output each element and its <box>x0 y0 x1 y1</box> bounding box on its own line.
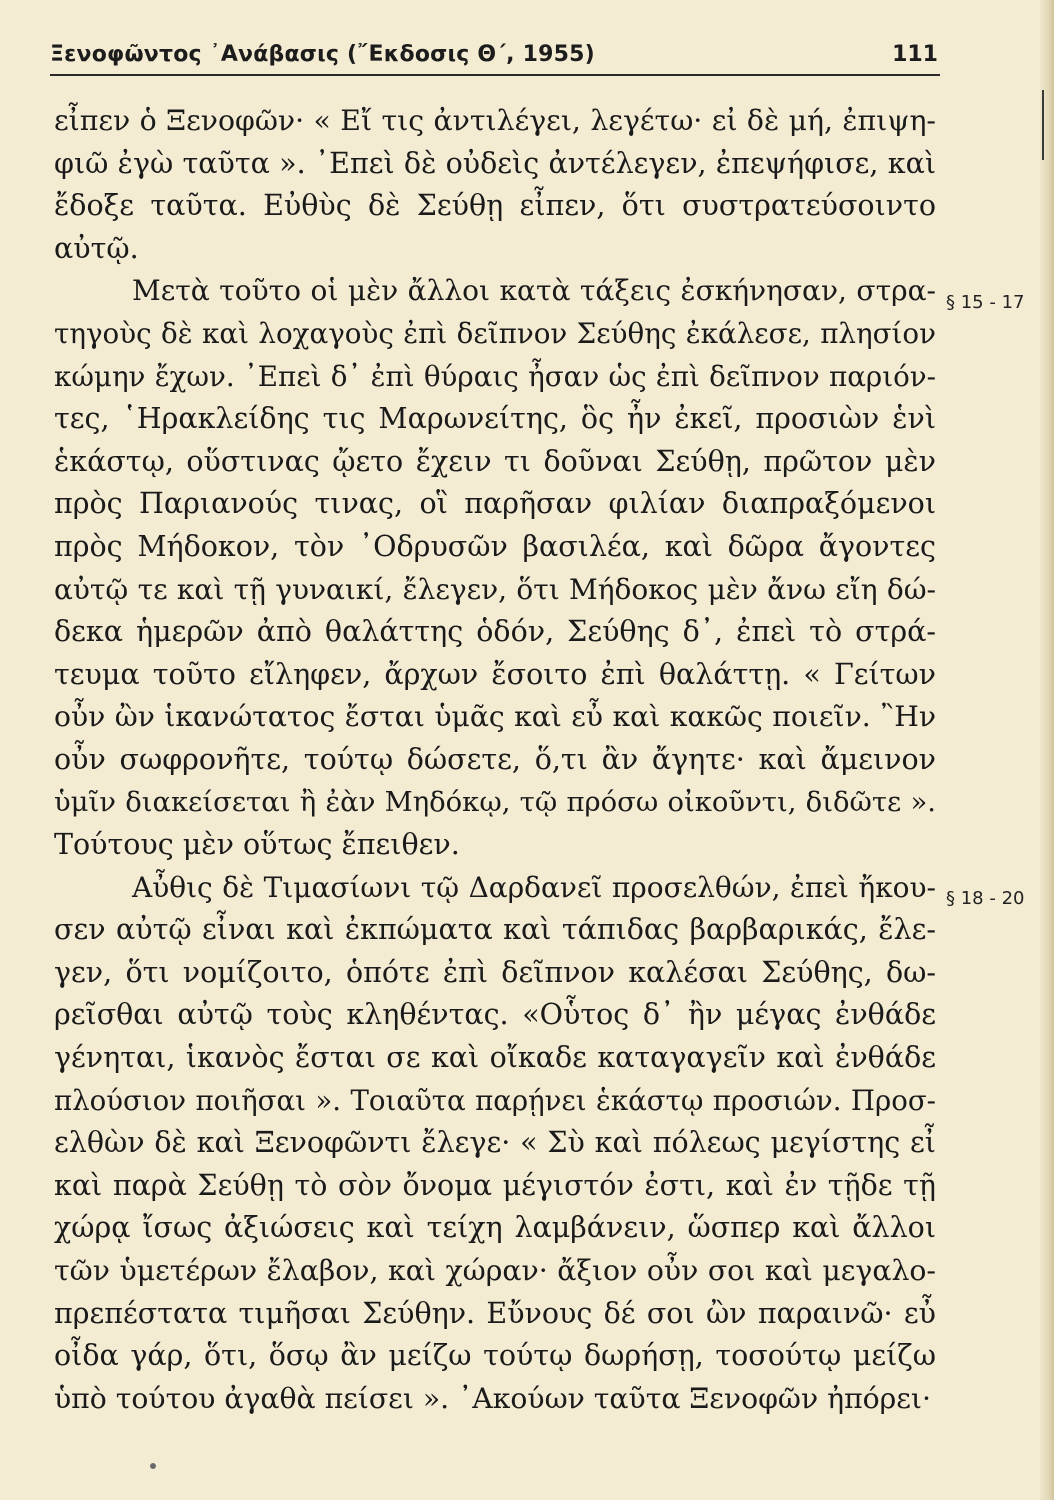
text-line: αὐτῷ. <box>54 231 139 265</box>
text-line: σεν αὐτῷ εἶναι καὶ ἐκπώματα καὶ τάπιδας βαρβαρικάς, ἔλε- <box>54 913 936 947</box>
text-line: γεν, ὅτι νομίζοιτο, ὁπότε ἐπὶ δεῖπνον καλέσαι Σεύθης, δω- <box>54 955 936 989</box>
text-line: γένηται, ἱκανὸς ἔσται σε καὶ οἴκαδε καταγαγεῖν καὶ ἐνθάδε <box>54 1041 936 1075</box>
text-line: τες, ῾Ηρακλείδης τις Μαρωνείτης, ὃς ἦν ἐκεῖ, προσιὼν ἑνὶ <box>54 402 936 436</box>
text-line: Μετὰ τοῦτο οἱ μὲν ἄλλοι κατὰ τάξεις ἐσκήνησαν, στρα- <box>132 274 936 308</box>
text-line: πρεπέστατα τιμῆσαι Σεύθην. Εὔνους δέ σοι ὢν παραινῶ· εὖ <box>54 1296 936 1330</box>
text-line: ὑπὸ τούτου ἀγαθὰ πείσει ». ᾽Ακούων ταῦτα Ξενοφῶν ἠπόρει· <box>54 1381 931 1415</box>
text-line: τευμα τοῦτο εἴληφεν, ἄρχων ἔσοιτο ἐπὶ θαλάττῃ. « Γείτων <box>54 657 936 691</box>
text-line: κώμην ἔχων. ᾽Επεὶ δ᾽ ἐπὶ θύραις ἦσαν ὡς ἐπὶ δεῖπνον παριόν- <box>54 359 936 393</box>
text-line: πρὸς Παριανούς τινας, οἳ παρῆσαν φιλίαν διαπραξόμενοι <box>54 487 936 521</box>
text-line: καὶ παρὰ Σεύθῃ τὸ σὸν ὄνομα μέγιστόν ἐστι, καὶ ἐν τῇδε τῇ <box>54 1168 936 1202</box>
text-line: δεκα ἡμερῶν ἀπὸ θαλάττης ὁδόν, Σεύθης δ᾽, ἐπεὶ τὸ στρά- <box>54 615 936 649</box>
text-line: Τούτους μὲν οὕτως ἔπειθεν. <box>54 828 460 862</box>
header-title: Ξενοφῶντος ᾽Ανάβασις (῎Εκδοσις Θ΄, 1955) <box>50 42 595 67</box>
text-line: πρὸς Μήδοκον, τὸν ᾽Οδρυσῶν βασιλέα, καὶ δῶρα ἄγοντες <box>54 529 936 563</box>
text-line: οἶδα γάρ, ὅτι, ὅσῳ ἂν μείζω τούτῳ δωρήσῃ, τοσούτῳ μείζω <box>54 1339 936 1373</box>
text-line: ἔδοξε ταῦτα. Εὐθὺς δὲ Σεύθῃ εἶπεν, ὅτι συστρατεύσοιντο <box>54 189 936 223</box>
text-line: ελθὼν δὲ καὶ Ξενοφῶντι ἔλεγε· « Σὺ καὶ πόλεως μεγίστης εἶ <box>54 1126 936 1160</box>
text-line: οὖν ὢν ἱκανώτατος ἔσται ὑμᾶς καὶ εὖ καὶ κακῶς ποιεῖν. ῍Ην <box>54 700 936 734</box>
text-line: τηγοὺς δὲ καὶ λοχαγοὺς ἐπὶ δεῖπνον Σεύθης ἐκάλεσε, πλησίον <box>54 316 936 350</box>
text-line: φιῶ ἐγὼ ταῦτα ». ᾽Επεὶ δὲ οὐδεὶς ἀντέλεγεν, ἐπεψήφισε, καὶ <box>54 146 936 180</box>
ink-speck <box>150 1463 156 1469</box>
section-reference: § 18 - 20 <box>946 888 1025 909</box>
text-line: χώρᾳ ἴσως ἀξιώσεις καὶ τείχη λαμβάνειν, ὥσπερ καὶ ἄλλοι <box>54 1211 936 1245</box>
text-line: πλούσιον ποιῆσαι ». Τοιαῦτα παρῄνει ἑκάστῳ προσιών. Προσ- <box>54 1083 936 1117</box>
page-number: 111 <box>892 42 938 67</box>
text-line: ἑκάστῳ, οὕστινας ᾤετο ἔχειν τι δοῦναι Σεύθῃ, πρῶτον μὲν <box>54 444 936 478</box>
text-line: τῶν ὑμετέρων ἔλαβον, καὶ χώραν· ἄξιον οὖν σοι καὶ μεγαλο- <box>54 1254 936 1288</box>
page-edge-mark <box>1042 90 1044 160</box>
text-line: εἶπεν ὁ Ξενοφῶν· « Εἴ τις ἀντιλέγει, λεγέτω· εἰ δὲ μή, ἐπιψη- <box>54 104 936 137</box>
text-line: ρεῖσθαι αὐτῷ τοὺς κληθέντας. «Οὗτος δ᾽ ἢν μέγας ἐνθάδε <box>54 998 936 1032</box>
text-line: αὐτῷ τε καὶ τῇ γυναικί, ἔλεγεν, ὅτι Μήδοκος μὲν ἄνω εἴη δώ- <box>54 572 936 606</box>
text-line: ὑμῖν διακείσεται ἢ ἐὰν Μηδόκῳ, τῷ πρόσω οἰκοῦντι, διδῶτε ». <box>54 786 936 818</box>
text-line: Αὖθις δὲ Τιμασίωνι τῷ Δαρδανεῖ προσελθών, ἐπεὶ ἤκου- <box>132 870 936 904</box>
text-line: οὖν σωφρονῆτε, τούτῳ δώσετε, ὅ,τι ἂν ἄγητε· καὶ ἄμεινον <box>54 742 936 776</box>
page-edge <box>1040 0 1054 1500</box>
main-text <box>54 100 936 1420</box>
section-reference: § 15 - 17 <box>946 292 1025 313</box>
running-header <box>50 34 940 76</box>
